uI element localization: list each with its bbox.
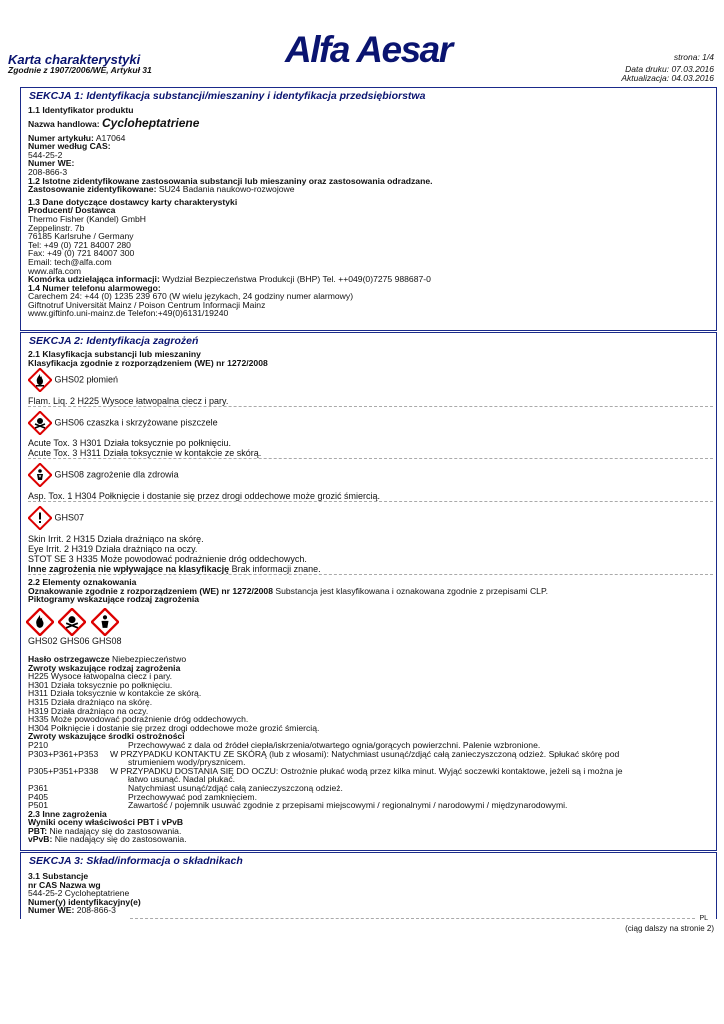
ghs07-label: GHS07 — [54, 512, 85, 523]
page-header — [0, 0, 724, 90]
health-hazard-icon — [91, 608, 119, 636]
print-date: Data druku: 07.03.2016 — [625, 64, 714, 74]
language-code: PL — [699, 915, 708, 922]
section-1-content: 1.1 Identyfikator produktu Nazwa handlowa: Cycloheptatriene Numer artykułu: A17064 Numer według CAS: 544-25-2 Numer WE: 208-866-3 1.2 Istotne zidentyfikowane zastosowania substancji lub mieszaniny oraz zastosowania odradzane. Zastosowanie zidentyfikowane: SU24 Badania naukowo-rozwojowe 1.3 Dane dotyczące dostawcy karty charakterystyki Producent/ Dostawca Thermo Fisher (Kandel) GmbH Zeppelinstr. 7b 76185 Karlsruhe / Germany Tel: +49 (0) 721 84007 280 Fax: +49 (0) 721 84007 300 Email: tech@alfa.com www.alfa.com Komórka udzielająca informacji: Wydział Bezpieczeństwa Produkcji (BHP) Tel. ++049(0)7275 988687-0 1.4 Numer telefonu alarmowego: Carechem 24: +44 (0) 1235 239 670 (W wielu językach, 24 godziny numer alarmowy) Giftnotruf Universität Mainz / Poison Centrum Informacji Mainz www.giftinfo.uni-mainz.de Telefon:+49(0)6131/19240 — [28, 105, 433, 319]
other-hazards-line: Inne zagrożenia nie wpływające na klasyfikację Brak informacji znane. — [28, 564, 321, 574]
section-2-title: SEKCJA 2: Identyfikacja zagrożeń — [29, 335, 199, 347]
section-1-title: SEKCJA 1: Identyfikacja substancji/mieszaniny i identyfikacja przedsiębiorstwa — [29, 90, 426, 102]
page-number: strona: 1/4 — [673, 52, 714, 62]
section-3-title: SEKCJA 3: Skład/informacja o składnikach — [29, 855, 243, 867]
divider — [28, 406, 713, 407]
asp-line: Asp. Tox. 1 H304 Połknięcie i dostanie się przez drogi oddechowe może grozić śmiercią. — [28, 491, 381, 501]
flam-line: Flam. Liq. 2 H225 Wysoce łatwopalna ciecz i pary. — [28, 396, 229, 406]
ghs08-label: GHS08 zagrożenie dla zdrowia — [54, 469, 179, 480]
continuation-note: (ciąg dalszy na stronie 2) — [625, 924, 714, 933]
flame-icon — [28, 368, 52, 392]
irr-line-1: Skin Irrit. 2 H315 Działa drażniąco na skórę. — [28, 534, 204, 544]
divider — [28, 501, 713, 502]
divider — [28, 458, 713, 459]
exclamation-mark-icon — [28, 506, 52, 530]
health-hazard-icon — [28, 463, 52, 487]
ghs02-label: GHS02 płomień — [54, 374, 119, 385]
document-subtitle: Zgodnie z 1907/2006/WE, Artykuł 31 — [8, 65, 152, 75]
irr-line-3: STOT SE 3 H335 Może powodować podrażnienie dróg oddechowych. — [28, 554, 307, 564]
tox-line-2: Acute Tox. 3 H311 Działa toksycznie w kontakcie ze skórą. — [28, 448, 262, 458]
alfa-aesar-logo: Alfa Aesar — [285, 29, 452, 70]
pictogram-codes: GHS02 GHS06 GHS08 — [28, 636, 122, 646]
skull-crossbones-icon — [58, 608, 86, 636]
document-title: Karta charakterystyki — [8, 52, 141, 67]
divider — [28, 574, 713, 575]
tox-line-1: Acute Tox. 3 H301 Działa toksycznie po połknięciu. — [28, 438, 231, 448]
update-date: Aktualizacja: 04.03.2016 — [621, 73, 714, 83]
ghs06-label: GHS06 czaszka i skrzyżowane piszczele — [54, 417, 218, 428]
trade-name: Cycloheptatriene — [102, 115, 200, 130]
divider — [130, 918, 695, 919]
flame-icon — [26, 608, 54, 636]
irr-line-2: Eye Irrit. 2 H319 Działa drażniąco na oczy. — [28, 544, 198, 554]
skull-crossbones-icon — [28, 411, 52, 435]
